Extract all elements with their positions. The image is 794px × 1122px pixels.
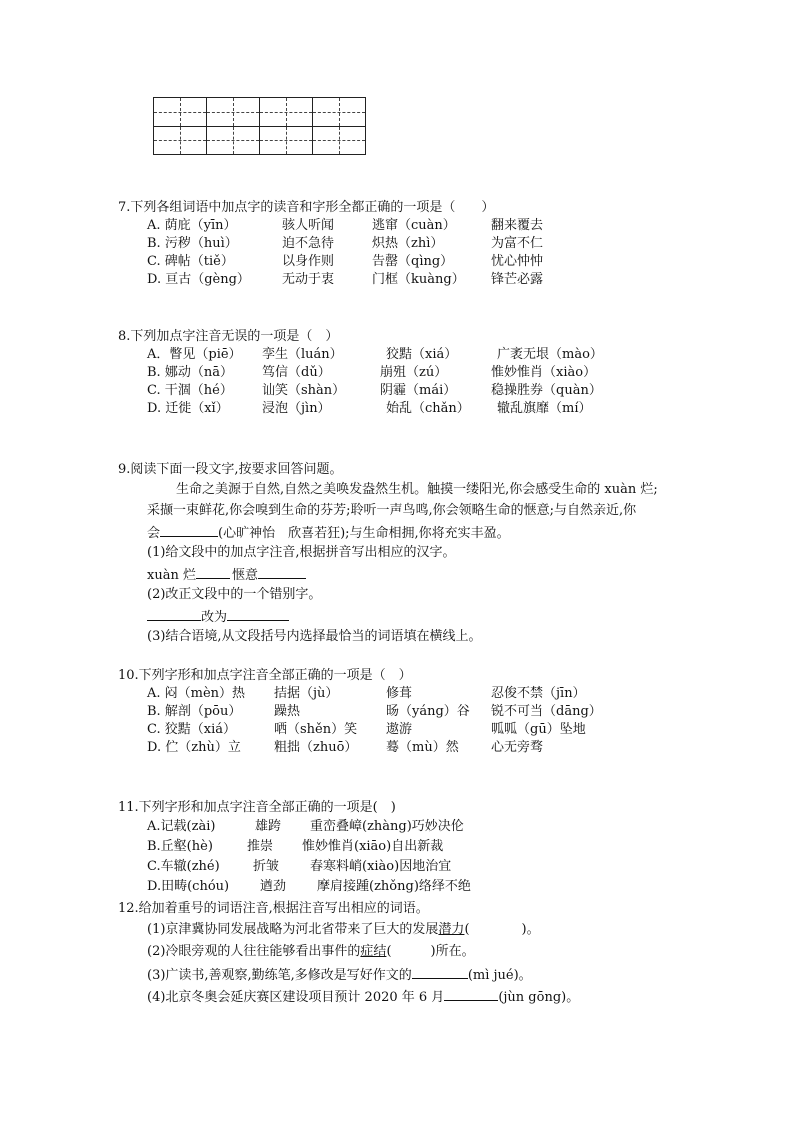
grid-row [154, 126, 365, 155]
q10-option-c-1: C. 狡黠（xiá） [147, 722, 236, 737]
q9-title: 9.阅读下面一段文字,按要求回答问题。 [118, 462, 343, 477]
q8-option-b-2: 笃信（dǔ） [262, 365, 331, 380]
q7-option-c-2: 以身作则 [282, 254, 335, 269]
q11-option-b-2: 推崇 [247, 839, 274, 854]
q7-option-c-3: 告罄（qìng） [372, 254, 454, 269]
q10-title: 10.下列字形和加点字注音全部正确的一项是（ ） [118, 668, 412, 683]
q7-option-b-1: B. 污秽（huì） [147, 236, 238, 251]
q9-sub2: (2)改正文段中的一个错别字。 [147, 587, 322, 602]
q12-sub3-blank[interactable] [412, 964, 468, 979]
q9-sub2-fill [147, 606, 289, 628]
q8-option-a-3: 狡黠（xiá） [386, 347, 458, 362]
q7-option-c-1: C. 碑帖（tiě） [147, 254, 234, 269]
q9-passage-line-1: 生命之美源于自然,自然之美唤发盎然生机。触摸一缕阳光,你会感受生命的 xuàn 烂; [176, 482, 658, 497]
q12-sub3-text: (3)广读书,善观察,勤练笔,多修改是写好作文的 [147, 968, 412, 983]
q10-option-a-2: 拮据（jù） [274, 686, 339, 701]
q7-option-d-3: 门框（kuàng） [372, 272, 465, 287]
q11-option-d-2: 遒劲 [260, 879, 287, 894]
q7-option-c-4: 忧心忡忡 [491, 254, 544, 269]
q10-option-b-4: 锐不可当（dāng） [491, 704, 602, 719]
q11-title: 11.下列字形和加点字注音全部正确的一项是( ) [118, 800, 396, 815]
q12-sub4-text: (4)北京冬奥会延庆赛区建设项目预计 2020 年 6 月 [147, 990, 445, 1005]
q10-option-b-2: 躁热 [274, 704, 301, 719]
q10-option-d-1: D. 伫（zhù）立 [147, 740, 241, 755]
q7-title: 7.下列各组词语中加点字的读音和字形全都正确的一项是（ ） [118, 200, 495, 215]
q10-option-c-3: 遨游 [386, 722, 413, 737]
q12-sub1-paren: ( )。 [464, 922, 540, 937]
q12-sub1-text: (1)京津冀协同发展战略为河北省带来了巨大的发展 [147, 922, 439, 937]
q10-option-d-3: 蓦（mù）然 [386, 740, 459, 755]
q11-option-b-1: B.丘壑(hè) [147, 839, 213, 854]
grid-cell [206, 127, 259, 155]
q12-sub4-blank[interactable] [444, 986, 498, 1001]
q12-title: 12.给加着重号的词语注音,根据注音写出相应的词语。 [118, 901, 429, 916]
q9-sub1-label-a: xuàn 烂 [147, 568, 196, 583]
q8-option-d-2: 浸泡（jìn） [262, 401, 331, 416]
q10-option-b-1: B. 解剖（pōu） [147, 704, 242, 719]
q10-option-a-3: 修葺 [386, 686, 413, 701]
q12-sub3 [147, 964, 532, 986]
q9-passage-line-2: 采撷一束鲜花,你会嗅到生命的芬芳;聆听一声鸟鸣,你会领略生命的惬意;与自然亲近,你 [147, 503, 637, 518]
q12-sub1 [147, 920, 540, 940]
q8-option-c-3: 阴霾（mái） [380, 383, 457, 398]
q11-option-a-2: 雄跨 [255, 819, 282, 834]
grid-cell [154, 127, 206, 155]
q8-option-d-1: D. 迁徙（xǐ） [147, 401, 229, 416]
q8-option-b-3: 崩殂（zú） [380, 365, 448, 380]
q9-passage-line-3 [147, 522, 510, 544]
grid-cell [259, 127, 312, 155]
q12-sub4-pinyin: (jùn gōng)。 [498, 990, 580, 1005]
q8-option-c-4: 稳操胜券（quàn） [491, 383, 602, 398]
q7-option-d-2: 无动于衷 [282, 272, 335, 287]
q10-option-b-3: 旸（yáng）谷 [386, 704, 470, 719]
q12-sub1-keyword: 潜力 [438, 922, 465, 937]
q12-sub2 [147, 942, 475, 962]
q9-answer-blank[interactable] [160, 522, 218, 537]
q8-option-b-1: B. 娜动（nā） [147, 365, 233, 380]
grid-cell [206, 98, 259, 126]
q12-sub2-text: (2)冷眼旁观的人往往能够看出事件的 [147, 944, 361, 959]
q9-sub2-label: 改为 [201, 610, 228, 625]
q11-option-d-3: 摩肩接踵(zhǒng)络绎不绝 [317, 879, 471, 894]
q7-option-b-2: 迫不急待 [282, 236, 335, 251]
grid-cell [154, 98, 206, 126]
q7-option-d-4: 锋芒必露 [491, 272, 544, 287]
q9-sub2-blank-a[interactable] [147, 606, 201, 621]
q9-sub3: (3)结合语境,从文段括号内选择最恰当的词语填在横线上。 [147, 629, 482, 644]
q11-option-c-3: 春寒料峭(xiào)因地治宜 [310, 859, 452, 874]
q8-option-a-2: 孪生（luán） [262, 347, 343, 362]
q12-sub2-paren: ( )所在。 [386, 944, 475, 959]
q8-option-d-4: 辙乱旗靡（mí） [497, 401, 592, 416]
q11-option-d-1: D.田畴(chóu) [147, 879, 230, 894]
q9-sub1-fill [147, 564, 306, 586]
q7-option-b-3: 炽热（zhì） [372, 236, 444, 251]
q11-option-b-3: 惟妙惟肖(xiāo)自出新裁 [302, 839, 444, 854]
q11-option-a-1: A.记载(zài) [147, 819, 216, 834]
q7-option-b-4: 为富不仁 [491, 236, 544, 251]
grid-cell [259, 98, 312, 126]
q9-sub2-blank-b[interactable] [227, 606, 289, 621]
q7-option-a-4: 翻来覆去 [491, 218, 544, 233]
q10-option-c-4: 呱呱（gū）坠地 [491, 722, 586, 737]
q8-option-b-4: 惟妙惟肖（xiào） [491, 365, 597, 380]
q12-sub3-pinyin: (mì jué)。 [467, 968, 532, 983]
q10-option-d-4: 心无旁骛 [491, 740, 544, 755]
q8-option-a-1: A．瞥见（piē） [147, 347, 242, 362]
q9-sub1-blank-a[interactable] [196, 564, 230, 579]
q12-sub2-keyword: 症结 [360, 944, 387, 959]
q11-option-c-2: 折皱 [253, 859, 280, 874]
grid-cell [312, 127, 365, 155]
q7-option-a-2: 骇人听闻 [282, 218, 335, 233]
q7-option-a-1: A. 荫庇（yīn） [147, 218, 237, 233]
q10-option-a-4: 忍俊不禁（jīn） [491, 686, 586, 701]
q10-option-d-2: 粗拙（zhuō） [274, 740, 358, 755]
q9-passage-text: 会 [147, 526, 161, 541]
writing-grid [153, 97, 366, 155]
q8-option-c-2: 讪笑（shàn） [262, 383, 346, 398]
q8-title: 8.下列加点字注音无误的一项是（ ） [118, 329, 339, 344]
q7-option-a-3: 逃窜（cuàn） [372, 218, 456, 233]
q10-option-c-2: 哂（shěn）笑 [274, 722, 358, 737]
grid-row [154, 98, 365, 126]
q11-option-a-3: 重峦叠嶂(zhàng)巧妙决伦 [310, 819, 464, 834]
grid-cell [312, 98, 365, 126]
q10-option-a-1: A. 闷（mèn）热 [147, 686, 246, 701]
q9-sub1-label-b: 惬意 [231, 568, 258, 583]
q11-option-c-1: C.车辙(zhé) [147, 859, 220, 874]
q8-option-c-1: C. 干涸（hé） [147, 383, 233, 398]
q7-option-d-1: D. 亘古（gèng） [147, 272, 250, 287]
q9-sub1: (1)给文段中的加点字注音,根据拼音写出相应的汉字。 [147, 545, 456, 560]
q12-sub4 [147, 986, 579, 1008]
q9-passage-text: (心旷神怡 欣喜若狂);与生命相拥,你将充实丰盈。 [218, 526, 510, 541]
q8-option-d-3: 始乱（chǎn） [386, 401, 470, 416]
q8-option-a-4: 广袤无垠（mào） [497, 347, 603, 362]
q9-sub1-blank-b[interactable] [258, 564, 306, 579]
